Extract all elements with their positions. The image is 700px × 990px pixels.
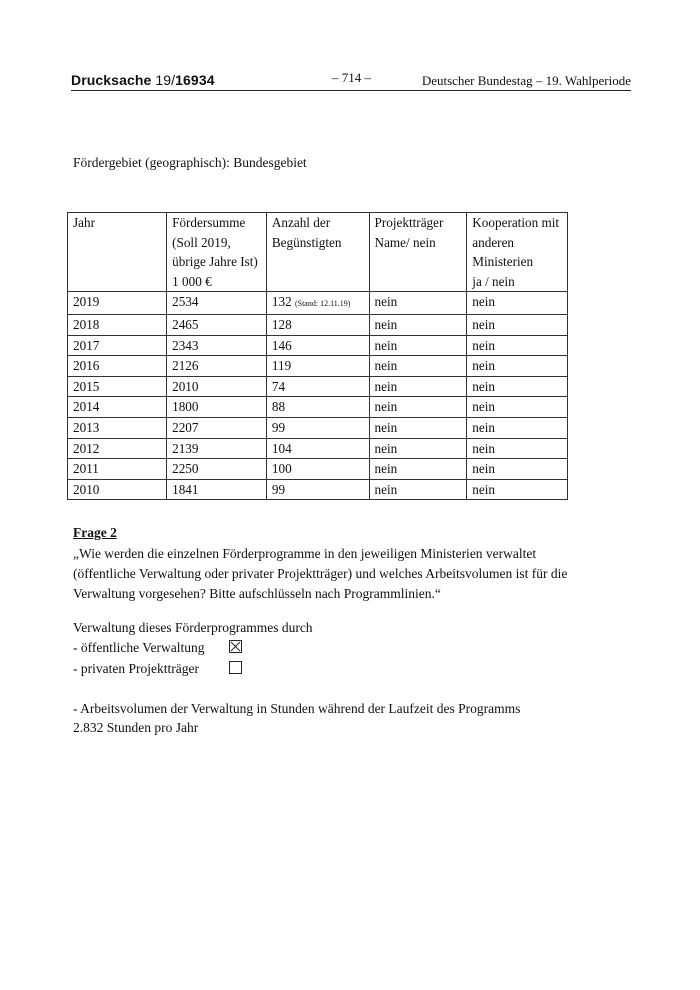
question-line: (öffentliche Verwaltung oder privater Projektträger) und welches Arbeitsvolumen ist für die — [73, 565, 568, 581]
cell-anzahl: 99 — [266, 479, 369, 500]
table-row — [68, 314, 568, 335]
table-row — [68, 376, 568, 397]
page-header — [71, 70, 631, 91]
cell-jahr: 2019 — [68, 292, 167, 315]
cell-jahr: 2017 — [68, 335, 167, 356]
funding-table — [67, 212, 568, 500]
question-title: Frage 2 — [73, 525, 117, 540]
table-row — [68, 292, 568, 315]
doc-number-prefix: 19/ — [155, 72, 176, 88]
cell-anzahl: 146 — [266, 335, 369, 356]
cell-traeger: nein — [369, 292, 467, 315]
institution-label: Deutscher Bundestag – 19. Wahlperiode — [421, 73, 631, 88]
cell-anzahl: 74 — [266, 376, 369, 397]
cell-traeger: nein — [369, 459, 467, 480]
cell-anzahl: 100 — [266, 459, 369, 480]
region-line: Fördergebiet (geographisch): Bundesgebiet — [73, 155, 307, 170]
question-line: Verwaltung vorgesehen? Bitte aufschlüsseln nach Programmlinien.“ — [73, 585, 441, 601]
option-label: - öffentliche Verwaltung — [73, 640, 205, 655]
workload-value: 2.832 Stunden pro Jahr — [73, 720, 199, 735]
cell-traeger: nein — [369, 376, 467, 397]
cell-traeger: nein — [369, 479, 467, 500]
cell-kooperation: nein — [467, 376, 568, 397]
table-row — [68, 438, 568, 459]
cell-summe: 2343 — [167, 335, 267, 356]
cell-kooperation: nein — [467, 356, 568, 377]
administration-title: Verwaltung dieses Förderprogrammes durch — [73, 620, 313, 635]
table-row — [68, 335, 568, 356]
cell-anzahl: 104 — [266, 438, 369, 459]
cell-jahr: 2014 — [68, 397, 167, 418]
document-number — [71, 72, 215, 88]
option-label: - privaten Projektträger — [73, 661, 199, 676]
cell-jahr: 2010 — [68, 479, 167, 500]
cell-summe: 1800 — [167, 397, 267, 418]
cell-kooperation: nein — [467, 314, 568, 335]
cell-traeger: nein — [369, 417, 467, 438]
header-cell-kooperation: Kooperation mit anderen Ministerien ja / nein — [467, 213, 568, 292]
table-row — [68, 397, 568, 418]
cell-summe: 2139 — [167, 438, 267, 459]
cell-anzahl: 119 — [266, 356, 369, 377]
cell-anzahl: 99 — [266, 417, 369, 438]
doc-number: 16934 — [175, 72, 215, 88]
cell-traeger: nein — [369, 397, 467, 418]
cell-summe: 2126 — [167, 356, 267, 377]
header-cell-projekttraeger: Projektträger Name/ nein — [369, 213, 467, 292]
cell-summe: 2534 — [167, 292, 267, 315]
table-header-row — [68, 213, 568, 292]
table-row — [68, 417, 568, 438]
page-number: – 714 – — [332, 70, 371, 85]
cell-summe: 2207 — [167, 417, 267, 438]
checked-checkbox-icon — [229, 640, 242, 653]
header-cell-foerdersumme: Fördersumme (Soll 2019, übrige Jahre Ist) 1 000 € — [167, 213, 267, 292]
workload-label: - Arbeitsvolumen der Verwaltung in Stunden während der Laufzeit des Programms — [73, 701, 521, 716]
cell-jahr: 2013 — [68, 417, 167, 438]
table-row — [68, 459, 568, 480]
table-row — [68, 479, 568, 500]
cell-kooperation: nein — [467, 397, 568, 418]
cell-kooperation: nein — [467, 479, 568, 500]
header-cell-jahr: Jahr — [68, 213, 167, 292]
cell-jahr: 2011 — [68, 459, 167, 480]
empty-checkbox-icon — [229, 661, 242, 674]
cell-kooperation: nein — [467, 438, 568, 459]
cell-kooperation: nein — [467, 459, 568, 480]
cell-traeger: nein — [369, 438, 467, 459]
cell-traeger: nein — [369, 335, 467, 356]
cell-summe: 2250 — [167, 459, 267, 480]
cell-traeger: nein — [369, 356, 467, 377]
cell-kooperation: nein — [467, 292, 568, 315]
cell-jahr: 2015 — [68, 376, 167, 397]
option-private-provider — [73, 661, 242, 677]
cell-kooperation: nein — [467, 417, 568, 438]
stand-note: (Stand: 12.11.19) — [294, 299, 351, 309]
cell-summe: 2465 — [167, 314, 267, 335]
cell-traeger: nein — [369, 314, 467, 335]
question-line: „Wie werden die einzelnen Förderprogramme in den jeweiligen Ministerien verwaltet — [73, 546, 537, 561]
cell-anzahl: 132 (Stand: 12.11.19) — [266, 292, 369, 315]
cell-jahr: 2012 — [68, 438, 167, 459]
cell-jahr: 2016 — [68, 356, 167, 377]
cell-jahr: 2018 — [68, 314, 167, 335]
cell-anzahl: 128 — [266, 314, 369, 335]
header-cell-anzahl: Anzahl der Begünstigten — [266, 213, 369, 292]
doc-label: Drucksache — [71, 72, 152, 88]
cell-anzahl: 88 — [266, 397, 369, 418]
option-public-administration — [73, 640, 242, 656]
question-text — [73, 544, 573, 603]
table-row — [68, 356, 568, 377]
cell-kooperation: nein — [467, 335, 568, 356]
cell-summe: 1841 — [167, 479, 267, 500]
cell-summe: 2010 — [167, 376, 267, 397]
